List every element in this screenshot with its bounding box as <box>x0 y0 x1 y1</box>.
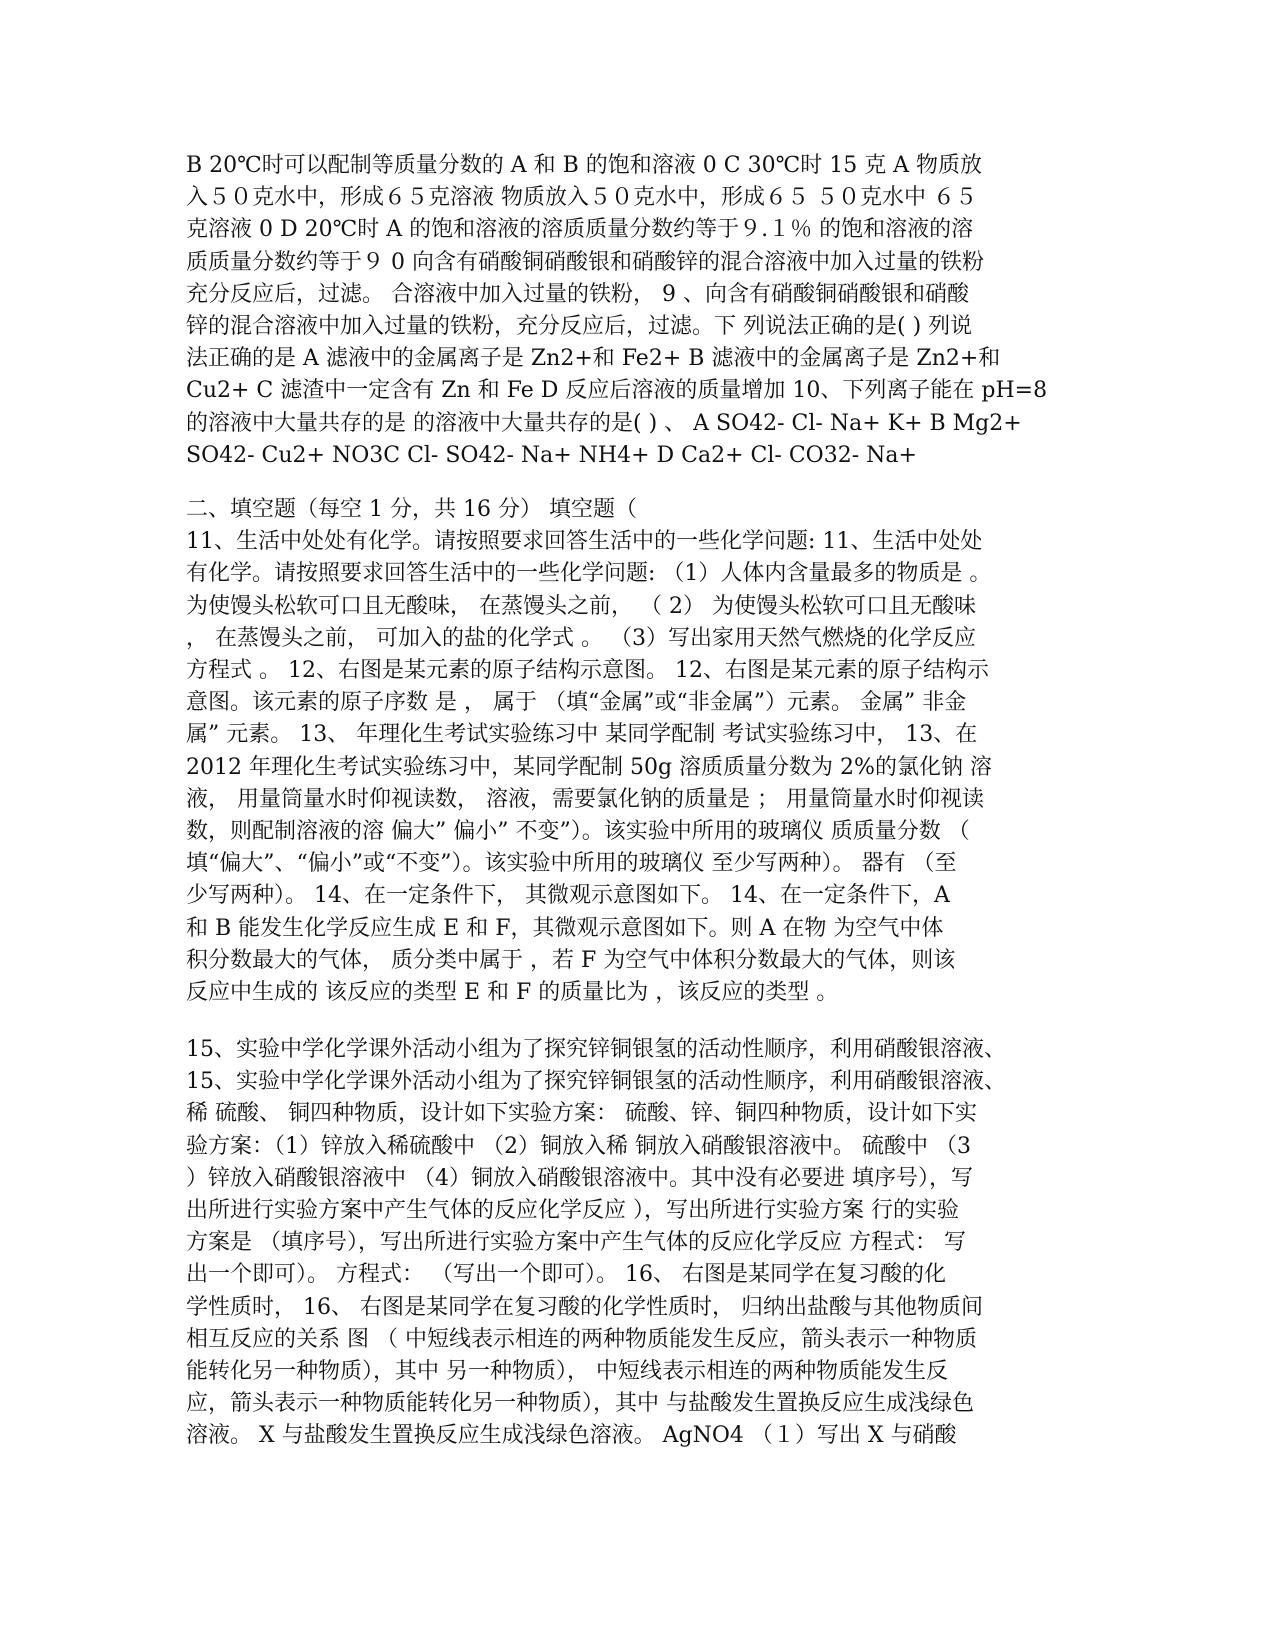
text-line: 质质量分数约等于９ 0 向含有硝酸铜硝酸银和硝酸锌的混合溶液中加入过量的铁粉 <box>186 249 984 275</box>
text-line: 填“偏大”、“偏小”或“不变”）。该实验中所用的玻璃仪 至少写两种）。 器有 （至 <box>186 851 957 877</box>
text-line: 方案是 （填序号），写出所进行实验方案中产生气体的反应化学反应 方程式： 写 <box>186 1230 966 1256</box>
text-line: 方程式 。 12、右图是某元素的原子结构示意图。 12、右图是某元素的原子结构示 <box>186 658 989 684</box>
text-line: 11、生活中处处有化学。请按照要求回答生活中的一些化学问题: 11、生活中处处 <box>186 529 983 555</box>
text-line: 入５０克水中，形成６５克溶液 物质放入５０克水中，形成６５ ５０克水中 ６５ <box>186 185 977 211</box>
text-line: 验方案：（1）锌放入稀硫酸中 （2）铜放入稀 铜放入硝酸银溶液中。 硫酸中 （3 <box>186 1133 971 1159</box>
text-line: 溶液。 X 与盐酸发生置换反应生成浅绿色溶液。 AgNO4 （１）写出 X 与硝酸 <box>186 1423 957 1449</box>
text-line: 和 B 能发生化学反应生成 E 和 F，其微观示意图如下。则 A 在物 为空气中体 <box>186 915 944 941</box>
text-line: 相互反应的关系 图 （ 中短线表示相连的两种物质能发生反应，箭头表示一种物质 <box>186 1326 977 1352</box>
text-line: 15、实验中学化学课外活动小组为了探究锌铜银氢的活动性顺序，利用硝酸银溶液、 <box>186 1037 1006 1062</box>
paragraph-fill-in-blank <box>186 494 1086 1009</box>
text-line: 稀 硫酸、 铜四种物质，设计如下实验方案： 硫酸、锌、铜四种物质，设计如下实 <box>186 1101 977 1127</box>
text-line: 少写两种）。 14、在一定条件下， 其微观示意图如下。 14、在一定条件下，A <box>186 883 950 909</box>
text-line: 有化学。请按照要求回答生活中的一些化学问题: （1）人体内含量最多的物质是 。 <box>186 561 992 587</box>
text-line: B 20℃时可以配制等质量分数的 A 和 B 的饱和溶液 0 C 30℃时 15 克 A 物质放 <box>186 153 983 178</box>
text-line: 法正确的是 A 滤液中的金属离子是 Zn2+和 Fe2+ B 滤液中的金属离子是 Zn2+和 <box>186 346 1001 372</box>
text-line: ， 在蒸馒头之前， 可加入的盐的化学式 。 （3）写出家用天然气燃烧的化学反应 <box>186 625 976 651</box>
text-line: 液， 用量筒量水时仰视读数， 溶液，需要氯化钠的质量是 ； 用量筒量水时仰视读 <box>186 786 984 812</box>
text-line: 数，则配制溶液的溶 偏大” 偏小” 不变”）。该实验中所用的玻璃仪 质质量分数 （ <box>186 819 970 845</box>
text-line: 15、实验中学化学课外活动小组为了探究锌铜银氢的活动性顺序，利用硝酸银溶液、 <box>186 1069 1006 1095</box>
paragraph-multiple-choice-continued <box>186 150 1086 472</box>
text-line: 锌的混合溶液中加入过量的铁粉，充分反应后，过滤。下 列说法正确的是( ) 列说 <box>186 314 973 340</box>
paragraph-experiment-questions <box>186 1034 1086 1453</box>
text-line: 2012 年理化生考试实验练习中，某同学配制 50g 溶质质量分数为 2%的氯化钠 溶 <box>186 754 992 780</box>
text-line: 出一个即可）。 方程式： （写出一个即可）。 16、 右图是某同学在复习酸的化 <box>186 1262 946 1288</box>
text-line: ）锌放入硝酸银溶液中 （4）铜放入硝酸银溶液中。其中没有必要进 填序号），写 <box>186 1165 973 1191</box>
section-heading: 二、填空题（每空 1 分，共 16 分） 填空题（ <box>186 497 637 522</box>
text-line: SO42- Cu2+ NO3C Cl- SO42- Na+ NH4+ D Ca2+ Cl- CO32- Na+ <box>186 442 917 468</box>
text-line: 能转化另一种物质），其中 另一种物质）， 中短线表示相连的两种物质能发生反 <box>186 1359 948 1385</box>
text-line: 的溶液中大量共存的是 的溶液中大量共存的是( ) 、 A SO42- Cl- Na+ K+ B Mg2+ <box>186 410 1022 436</box>
text-line: 意图。该元素的原子序数 是 ， 属于 （填“金属”或“非金属”）元素。 金属” 非金 <box>186 690 967 716</box>
text-line: 属” 元素。 13、 年理化生考试实验练习中 某同学配制 考试实验练习中， 13、在 <box>186 722 978 748</box>
text-line: 为使馒头松软可口且无酸味， 在蒸馒头之前， （ 2） 为使馒头松软可口且无酸味 <box>186 593 976 619</box>
text-line: 学性质时， 16、 右图是某同学在复习酸的化学性质时， 归纳出盐酸与其他物质间 <box>186 1294 983 1320</box>
text-line: 充分反应后，过滤。 合溶液中加入过量的铁粉， 9 、向含有硝酸铜硝酸银和硝酸 <box>186 281 969 307</box>
text-line: 积分数最大的气体， 质分类中属于 ，若 F 为空气中体积分数最大的气体，则该 <box>186 947 956 973</box>
text-line: 应，箭头表示一种物质能转化另一种物质），其中 与盐酸发生置换反应生成浅绿色 <box>186 1391 974 1417</box>
text-line: 出所进行实验方案中产生气体的反应化学反应 ），写出所进行实验方案 行的实验 <box>186 1198 959 1224</box>
text-line: 反应中生成的 该反应的类型 E 和 F 的质量比为 ，该反应的类型 。 <box>186 980 839 1006</box>
text-line: 克溶液 0 D 20℃时 A 的饱和溶液的溶质质量分数约等于９.１％ 的饱和溶液的溶 <box>186 217 974 243</box>
text-line: Cu2+ C 滤渣中一定含有 Zn 和 Fe D 反应后溶液的质量增加 10、下列离子能在 pH=8 <box>186 378 1048 404</box>
